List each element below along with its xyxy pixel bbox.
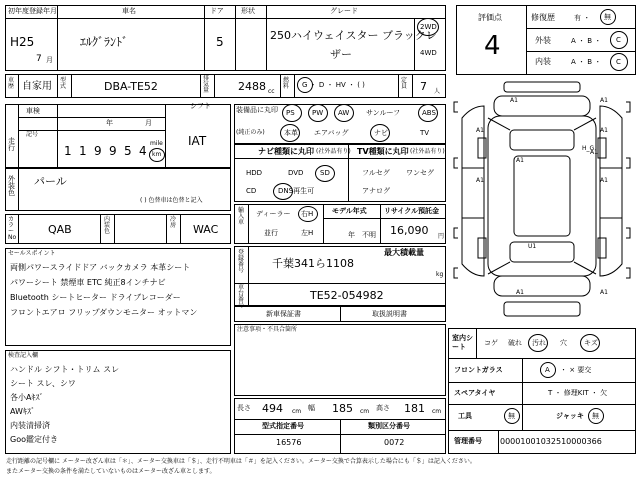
- tv-item: ワンセグ: [406, 169, 434, 177]
- load-unit: kg: [436, 271, 444, 278]
- exterior-color: パール: [34, 175, 67, 188]
- repair-options: 有 ・: [574, 14, 591, 22]
- jack-selected: 無: [592, 412, 599, 420]
- footer-line1: 走行距離の記号欄に メーター改ざん車は「＊」、メーター交換車は「＄」、走行不明車は「＃」を記入ください。メーター交換で合算表示した場合にも「＄」は記入ください。: [6, 458, 476, 465]
- displacement-label: 排気量: [203, 75, 210, 94]
- import-left: 左H: [301, 229, 314, 237]
- notes-section: [234, 324, 446, 396]
- room-item: キズ: [584, 339, 598, 347]
- navi-item: DNS再生可: [278, 187, 315, 195]
- width-unit: cm: [360, 408, 370, 415]
- glass-selected: A: [545, 366, 550, 374]
- grade-line2: ザー: [330, 48, 352, 61]
- damage-label: A1: [600, 97, 608, 104]
- sales-points-label: セールスポイント: [8, 250, 56, 257]
- car-name: ｴﾙｸﾞﾗﾝﾄﾞ: [80, 35, 129, 49]
- exterior-color-label: 外装色: [8, 175, 15, 197]
- capacity: 7: [420, 80, 427, 93]
- unit-km: km: [152, 151, 162, 158]
- damage-label: A1: [510, 97, 518, 104]
- mileage-digit: 9: [94, 144, 102, 158]
- grade-score-label: 評価点: [478, 13, 502, 22]
- inspector-line: AWｷｽﾞ: [10, 407, 35, 416]
- inspector-line: Goo鑑定付き: [10, 435, 58, 444]
- mileage-digit: 5: [124, 144, 132, 158]
- exterior-grade-label: 外装: [535, 36, 551, 45]
- width: 185: [332, 402, 353, 415]
- damage-label: A1: [590, 149, 598, 156]
- notes-label: 注意事項・不具合箇所: [237, 326, 298, 333]
- damage-label: A1: [600, 177, 608, 184]
- inspector-line: 内装清掃済: [10, 421, 50, 430]
- recycle-label: リサイクル預託金: [384, 207, 440, 215]
- navi-item: SD: [320, 169, 330, 177]
- length: 494: [262, 402, 283, 415]
- shift-value: IAT: [188, 134, 207, 148]
- interior-grade-options: A ・ B ・: [571, 58, 602, 66]
- exterior-grade-options: A ・ B ・: [571, 37, 602, 45]
- type-label: 型式指定番号: [262, 422, 304, 430]
- damage-label: A1: [600, 127, 608, 134]
- equipment-label: 装備品に丸印: [236, 106, 278, 114]
- navi-item: DVD: [288, 169, 304, 177]
- equipment-item: エアバッグ: [314, 129, 349, 137]
- sales-point-line: フロントエアロ フリップダウンモニター オットマン: [10, 308, 198, 317]
- displacement: 2488: [238, 80, 266, 93]
- manual-label: 取扱説明書: [372, 310, 407, 318]
- equipment-item: 本革: [284, 129, 298, 137]
- class-label: 類別区分番号: [368, 422, 410, 430]
- front-glass-label: フロントガラス: [454, 366, 503, 374]
- mileage-digit: 4: [139, 144, 147, 158]
- import-dealer: ディーラー: [256, 210, 291, 218]
- equipment-item: AW: [338, 109, 350, 117]
- color-no-label: カラーNo: [8, 216, 17, 241]
- chassis-label: 車台番号: [238, 284, 245, 309]
- manage-label: 管理番号: [454, 437, 482, 445]
- car-name-label: 車名: [122, 7, 136, 15]
- height: 181: [404, 402, 425, 415]
- load-label: 最大積載量: [384, 248, 424, 257]
- room-seat-label: 室内シート: [452, 334, 473, 352]
- damage-label: A1: [516, 289, 524, 296]
- tools-selected: 無: [508, 412, 515, 420]
- damage-label: H_G: [582, 145, 595, 152]
- reg-year: H25: [10, 35, 35, 49]
- room-item: コゲ: [484, 339, 498, 347]
- grade-score: 4: [484, 31, 501, 61]
- fuel-options: G ・ D ・ HV ・ ( ): [302, 81, 365, 89]
- navi-label: ナビ種類に丸印: [258, 147, 314, 156]
- note-label: 記号: [26, 131, 39, 138]
- tools-label: 工具: [458, 412, 472, 420]
- tv-label: TV種類に丸印: [357, 147, 409, 156]
- month-unit: 月: [46, 56, 53, 64]
- sales-point-line: 両側パワースライドドア バックカメラ 本革シート: [10, 263, 191, 272]
- jack-label: ジャッキ: [556, 412, 584, 420]
- doors-label: ドア: [210, 7, 224, 15]
- unit-mile: mile: [150, 140, 163, 147]
- damage-label: A1: [516, 157, 524, 164]
- reg-month: 7: [36, 54, 42, 64]
- room-item: 穴: [560, 339, 567, 347]
- shift-label: シフト: [190, 102, 211, 110]
- year-label: 年: [106, 119, 113, 127]
- equipment-item: ABS: [422, 109, 436, 117]
- damage-label: A1: [600, 289, 608, 296]
- width-label: 幅: [308, 404, 315, 412]
- interior-grade-selected: C: [616, 58, 621, 66]
- repair-label: 修復歴: [531, 13, 555, 22]
- room-item: 破れ: [508, 339, 522, 347]
- navi-sub: (社外品有り): [316, 148, 351, 155]
- history-label: 車検: [26, 107, 40, 115]
- tv-item: フルセグ: [362, 169, 390, 177]
- inspector-line: 各小Aｷｽﾞ: [10, 393, 44, 402]
- repair-selected: 無: [604, 13, 611, 21]
- paint-label: 冷房: [170, 216, 177, 229]
- equipment-item: サンルーフ: [366, 109, 401, 117]
- plate: 千葉341ら1108: [272, 257, 354, 270]
- tv-item: アナログ: [362, 187, 390, 195]
- import-right: 右H: [301, 210, 314, 218]
- damage-label: A1: [476, 177, 484, 184]
- import-parallel: 並行: [264, 229, 278, 237]
- chassis: TE52-054982: [310, 289, 384, 302]
- model: DBA-TE52: [104, 80, 158, 93]
- capacity-label: 定員: [401, 77, 408, 90]
- model-year-unknown: 不明: [362, 231, 376, 239]
- plate-label: 登録番号: [238, 249, 245, 274]
- equipment-item: PS: [286, 109, 295, 117]
- import-label: 輸入車: [238, 207, 245, 226]
- equipment-item: ナビ: [374, 129, 388, 137]
- month-label: 月: [145, 119, 152, 127]
- fuel-label: 燃料: [283, 77, 290, 90]
- cc-unit: cc: [268, 88, 275, 95]
- recycle-value: 16,090: [390, 224, 429, 237]
- model-year-label: モデル年式: [332, 207, 367, 215]
- grade-line1: 250ハイウェイスター ブラックレ: [270, 29, 437, 42]
- use-label: 車歴: [8, 77, 15, 90]
- shape-label: 形状: [241, 7, 255, 15]
- equipment-item: TV: [420, 129, 430, 137]
- tv-sub: (社外品有り): [410, 148, 445, 155]
- footer-line2: またメーター交換の条件を満たしていないものはメーター改ざん車とします。: [6, 468, 216, 475]
- warranty-label: 新車保証書: [266, 310, 301, 318]
- manage-no: 00001001032510000366: [500, 437, 602, 446]
- sales-point-line: パワーシート 禁煙車 ETC 純正8インチナビ: [10, 278, 166, 287]
- drive-4wd: 4WD: [420, 49, 437, 57]
- length-label: 長さ: [237, 404, 251, 412]
- grade-label: グレード: [330, 7, 358, 15]
- interior-color-label: 内装色: [104, 216, 111, 235]
- damage-label: U1: [528, 243, 537, 250]
- navi-item: CD: [246, 187, 257, 195]
- room-item: 汚れ: [532, 339, 546, 347]
- paint-value: WAC: [193, 223, 219, 236]
- spare-tire-items: T ・ 修理KIT ・ 欠: [548, 389, 608, 397]
- mileage-section-label: 走行: [8, 137, 15, 152]
- yen-unit: 円: [438, 233, 445, 240]
- type-no: 16576: [276, 438, 302, 447]
- reg-year-label: 初年度登録年月: [8, 7, 57, 15]
- use-value: 自家用: [22, 81, 52, 92]
- inspector-label: 検査記入欄: [8, 352, 39, 359]
- exterior-grade-selected: C: [616, 36, 621, 44]
- color-no: QAB: [48, 223, 72, 236]
- glass-rest: ・ × 要交: [560, 366, 592, 374]
- height-unit: cm: [432, 408, 442, 415]
- sales-point-line: Bluetooth シートヒーター ドライブレコーダー: [10, 293, 181, 302]
- class-no: 0072: [384, 438, 405, 447]
- model-label: 型式: [60, 77, 67, 90]
- person-unit: 人: [434, 88, 441, 95]
- equipment-item: PW: [312, 109, 324, 117]
- height-label: 高さ: [376, 404, 390, 412]
- mileage-digit: 9: [109, 144, 117, 158]
- inspector-line: シート スレ、シワ: [10, 379, 76, 388]
- inspector-line: ハンドル シフト・トリム スレ: [10, 365, 120, 374]
- equipment-sub-label: (純正のみ): [236, 129, 265, 136]
- doors: 5: [216, 35, 224, 49]
- spare-tire-label: スペアタイヤ: [454, 389, 496, 397]
- color-note: ( ) 色替車は色替と記入: [140, 197, 203, 204]
- length-unit: cm: [292, 408, 302, 415]
- navi-item: HDD: [246, 169, 263, 177]
- damage-label: A1: [476, 127, 484, 134]
- interior-grade-label: 内装: [535, 57, 551, 66]
- mileage-digit: 1: [64, 144, 72, 158]
- model-year-unit: 年: [348, 231, 355, 239]
- mileage-digit: 1: [79, 144, 87, 158]
- drive-2wd: 2WD: [420, 23, 437, 31]
